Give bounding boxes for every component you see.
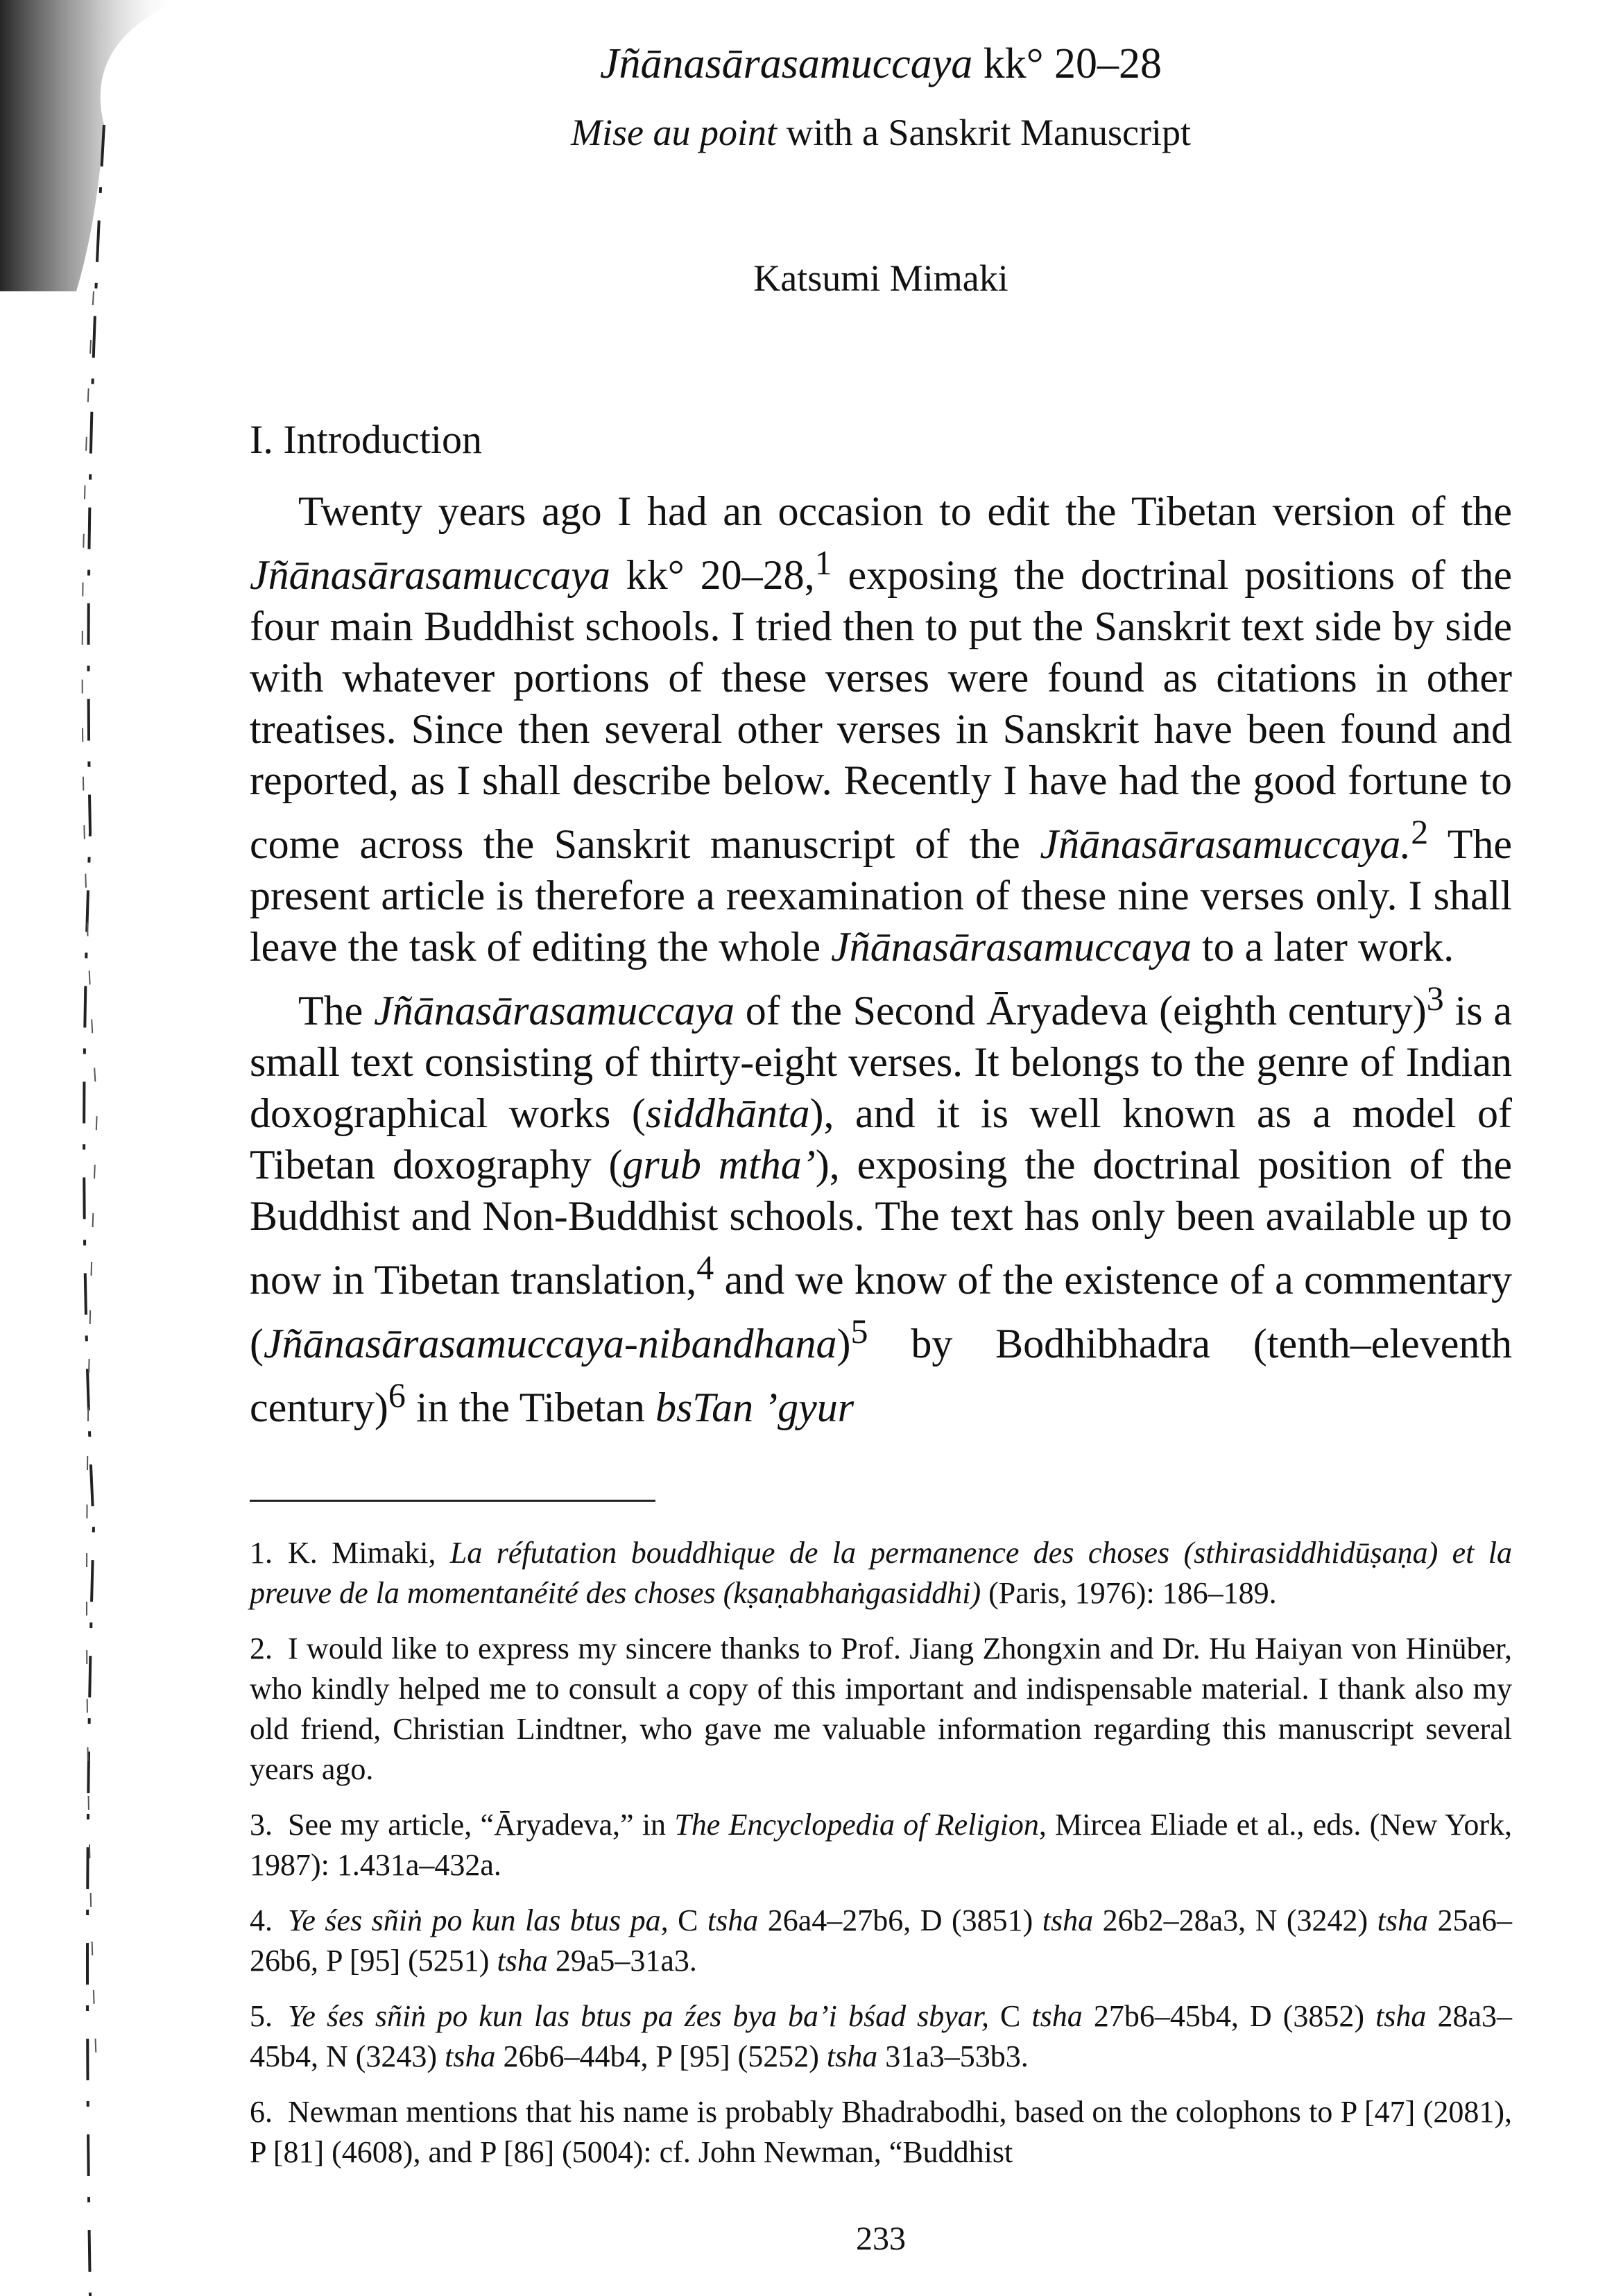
binding-edge-shadow: [0, 0, 180, 2296]
footnote-ref-2: 2: [1411, 812, 1429, 851]
article-subtitle: Mise au point with a Sanskrit Manuscript: [571, 112, 1191, 153]
footnote-2: 2. I would like to express my sincere thanks to Prof. Jiang Zhongxin and Dr. Hu Haiyan von Hinüber, who kindly helped me to consult a copy of this important and indispensable material. I thank also my old friend, Christian Lindtner, who gave me valuable information regarding this manuscript several years ago.: [250, 1631, 1512, 1786]
footnote-4: 4. Ye śes sñiṅ po kun las btus pa, C tsha 26a4–27b6, D (3851) tsha 26b2–28a3, N (3242) tsha 25a6–26b6, P [95] (5251) tsha 29a5–31a3.: [250, 1903, 1513, 1978]
footnote-1: 1. K. Mimaki, La réfutation bouddhique de la permanence des choses (sthirasiddhidūṣaṇa) et la preuve de la momentanéité des choses (kṣaṇabhaṅgasiddhi) (Paris, 1976): 186–189.: [250, 1536, 1512, 1610]
footnotes: [250, 1533, 1512, 2188]
footnote-ref-3: 3: [1426, 979, 1444, 1018]
footnote-ref-4: 4: [696, 1248, 714, 1287]
paragraph-2: The Jñānasārasamuccaya of the Second Āryadeva (eighth century)$^3$ is a small text consisting of thirty-eight verses. It belongs to the genre of Indian doxographical works (siddhānta), and it is well known as a model of Tibetan doxography (grub mtha’), exposing the doctrinal position of the Buddhist and Non-Buddhist schools. The text has only been available up to now in Tibetan translation,$^4$ and we know of the existence of a commentary (Jñānasārasamuccaya-nibandhana)$^5$ by Bodhibhadra (tenth–eleventh century)$^6$ in the Tibetan bsTan ’gyur: [250, 979, 1513, 1430]
body-text: [250, 486, 1512, 1433]
footnote-6: 6. Newman mentions that his name is probably Bhadrabodhi, based on the colophons to P [47] (2081), P [81] (4608), and P [86] (5004): cf. John Newman, “Buddhist: [250, 2095, 1512, 2169]
paragraph-1: Twenty years ago I had an occasion to edit the Tibetan version of the Jñānasārasamuccaya kk° 20–28,$^1$ exposing the doctrinal positions of the four main Buddhist schools. I tried then to put the Sanskrit text side by side with whatever portions of these verses were found as citations in other treatises. Since then several other verses in Sanskrit have been found and reported, as I shall describe below. Recently I have had the good fortune to come across the Sanskrit manuscript of the Jñānasārasamuccaya.$^2$ The present article is therefore a reexamination of these nine verses only. I shall leave the task of editing the whole Jñānasārasamuccaya to a later work.: [250, 488, 1512, 970]
footnote-divider: [250, 1500, 655, 1502]
footnote-ref-5: 5: [850, 1312, 868, 1351]
footnote-5: 5. Ye śes sñiṅ po kun las btus pa źes bya ba’i bśad sbyar, C tsha 27b6–45b4, D (3852) tsha 28a3–45b4, N (3243) tsha 26b6–44b4, P [95] (5252) tsha 31a3–53b3.: [250, 1999, 1512, 2073]
page-number: 233: [856, 2220, 906, 2257]
page: [250, 28, 1512, 2268]
section-heading: I. Introduction: [250, 417, 483, 462]
footnote-ref-1: 1: [814, 543, 832, 582]
author-name: Katsumi Mimaki: [753, 257, 1008, 299]
footnote-3: 3. See my article, “Āryadeva,” in The Encyclopedia of Religion, Mircea Eliade et al., eds. (New York, 1987): 1.431a–432a.: [250, 1808, 1513, 1882]
article-title: Jñānasārasamuccaya kk° 20–28: [599, 40, 1162, 87]
footnote-ref-6: 6: [388, 1376, 406, 1414]
